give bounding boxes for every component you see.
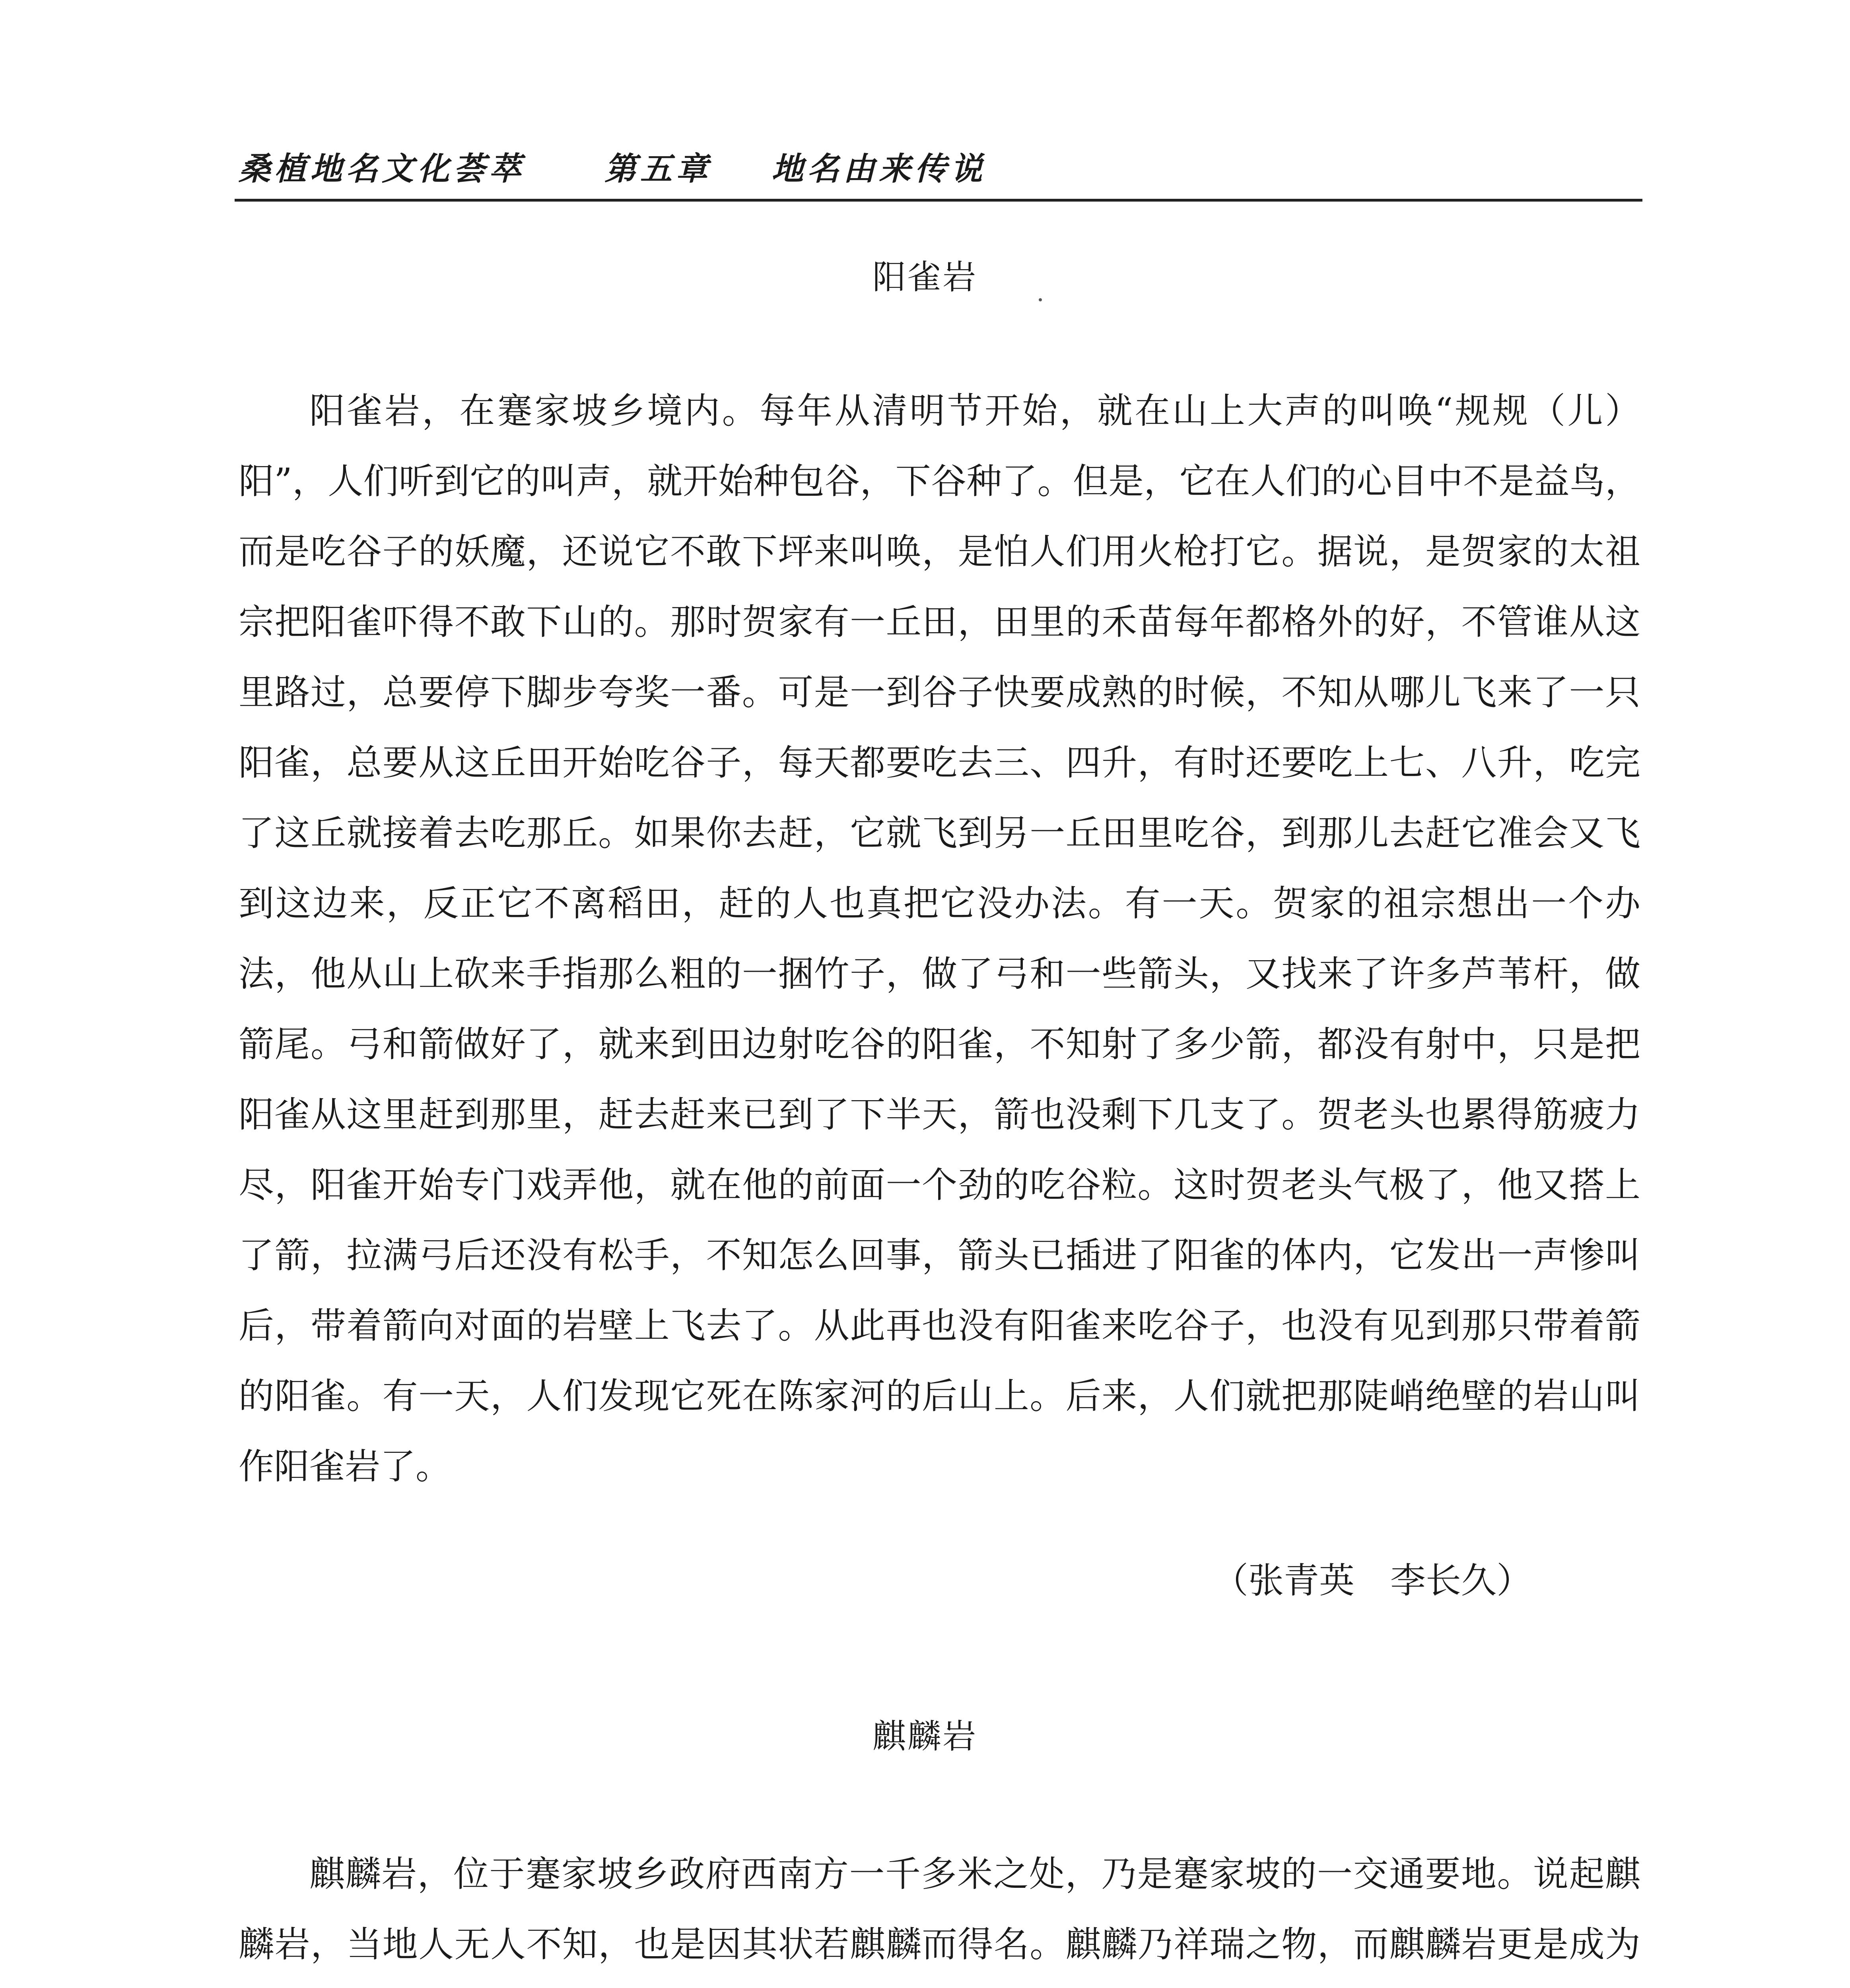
section-body-qilinyan: 麒麟岩，位于蹇家坡乡政府西南方一千多米之处，乃是蹇家坡的一交通要地。说起麒麟岩，当地人无人不知，也是因其状若麒麟而得名。麒麟乃祥瑞之物，而麒麟岩更是成为	[239, 1853, 1640, 1965]
header-book-title: 桑植地名文化荟萃	[239, 150, 525, 187]
header-divider	[235, 199, 1642, 202]
section-title-yangqueyan: 阳雀岩	[872, 258, 977, 297]
header-chapter: 第五章	[604, 150, 712, 187]
author-name: 李长久	[1390, 1560, 1496, 1601]
author-name: 张青英	[1248, 1560, 1354, 1601]
attribution: （张青英 李长久）	[1213, 1560, 1532, 1601]
scan-speck	[1039, 298, 1042, 301]
running-header	[239, 143, 1642, 191]
section-title-qilinyan: 麒麟岩	[872, 1717, 977, 1756]
header-chapter-title: 地名由来传说	[771, 150, 986, 187]
section-body-yangqueyan: 阳雀岩，在蹇家坡乡境内。每年从清明节开始，就在山上大声的叫唤“规规（儿）阳”，人们听到它的叫声，就开始种包谷，下谷种了。但是，它在人们的心目中不是益鸟，而是吃谷子的妖魔，还说它不敢下坪来叫唤，是怕人们用火枪打它。据说，是贺家的太祖宗把阳雀吓得不敢下山的。那时贺家有一丘田，田里的禾苗每年都格外的好，不管谁从这里路过，总要停下脚步夸奖一番。可是一到谷子快要成熟的时候，不知从哪儿飞来了一只阳雀，总要从这丘田开始吃谷子，每天都要吃去三、四升，有时还要吃上七、八升，吃完了这丘就接着去吃那丘。如果你去赶，它就飞到另一丘田里吃谷，到那儿去赶它准会又飞到这边来，反正它不离稻田，赶的人也真把它没办法。有一天。贺家的祖宗想出一个办法，他从山上砍来手指那么粗的一捆竹子，做了弓和一些箭头，又找来了许多芦苇杆，做箭尾。弓和箭做好了，就来到田边射吃谷的阳雀，不知射了多少箭，都没有射中，只是把阳雀从这里赶到那里，赶去赶来已到了下半天，箭也没剩下几支了。贺老头也累得筋疲力尽，阳雀开始专门戏弄他，就在他的前面一个劲的吃谷粒。这时贺老头气极了，他又搭上了箭，拉满弓后还没有松手，不知怎么回事，箭头已插进了阳雀的体内，它发出一声惨叫后，带着箭向对面的岩壁上飞去了。从此再也没有阳雀来吃谷子，也没有见到那只带着箭的阳雀。有一天，人们发现它死在陈家河的后山上。后来，人们就把那陡峭绝壁的岩山叫作阳雀岩了。	[239, 390, 1640, 1487]
